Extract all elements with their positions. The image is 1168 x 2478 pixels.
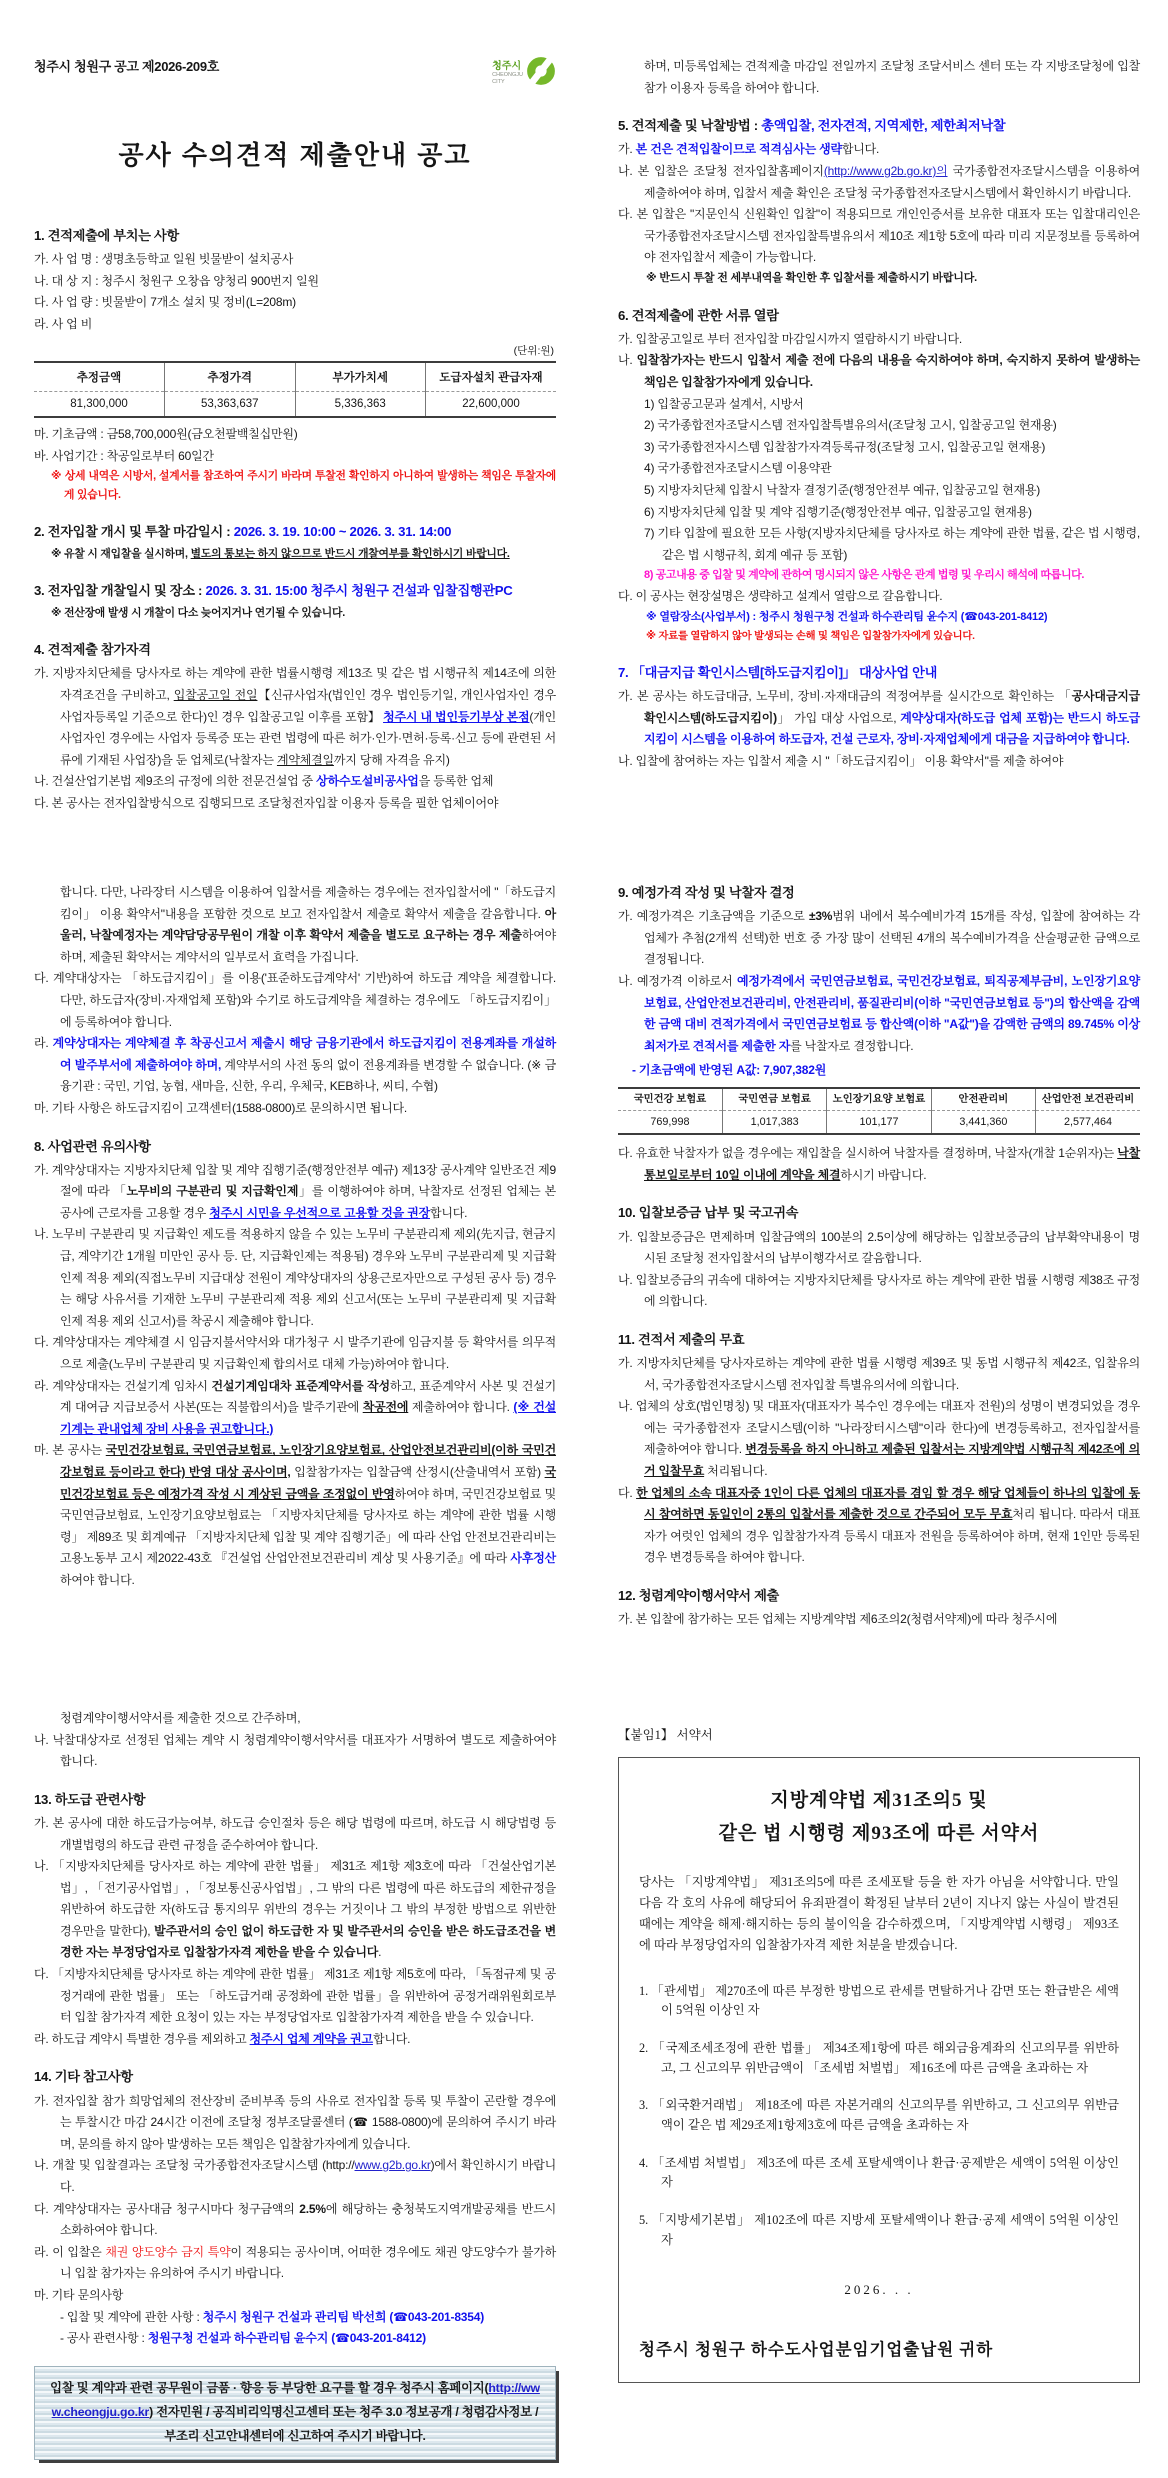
- list-item: 나. 업체의 상호(법인명칭) 및 대표자(대표자가 복수인 경우에는 대표자 전원)의 성명이 변경되었을 경우에는 국가종합전자 조달시스템(이하 "나라장터시스템"이라 한다)에 변경등록하고, 전자입찰서를 제출하여야 합니다. 변경등록을 하지 아니하고 제출된 입찰서는 지방계약법 시행규칙 제42조에 의거 입찰무효 처리됩니다.: [618, 1399, 1140, 1479]
- sub-list-item: 1) 입찰공고문과 설계서, 시방서: [644, 396, 804, 411]
- list-item: 가. 본 건은 견적입찰이므로 적격심사는 생략합니다.: [618, 142, 880, 157]
- section-8-title: 8. 사업관련 유의사항: [34, 1138, 151, 1154]
- table-cell: 769,998: [650, 1116, 690, 1129]
- list-item: 다. 한 업체의 소속 대표자중 1인이 다른 업체의 대표자를 겸임 할 경우 해당 업체들이 하나의 입찰에 동시 참여하면 동일인이 2통의 입찰서를 제출한 것으로 간주되어 모두 무효처리 됩니다. 따라서 대표자가 여럿인 업체의 경우 입찰참가자격 등록시 대표자 전원을 등록하여야 하며, 현재 1인만 등록된 경우 변경등록을 하여야 합니다.: [618, 1485, 1140, 1565]
- oath-date: 2026. . .: [844, 2282, 914, 2298]
- report-notice-box: [34, 2366, 556, 2460]
- g2b-link[interactable]: www.g2b.go.kr: [354, 2158, 431, 2173]
- table-header-cell: 도급자설치 관급자재: [426, 362, 557, 392]
- table-header-cell: 부가가치세: [295, 362, 426, 392]
- table-cell: 2,577,464: [1036, 1111, 1140, 1135]
- list-item: 나. 예정가격 이하로서 예정가격에서 국민연금보험료, 국민건강보험료, 퇴직공제부금비, 노인장기요양보험료, 산업안전보건관리비, 안전관리비, 품질관리비(이하 "국민연금보험료 등")의 합산액을 감액한 금액 대비 견적가격에서 국민연금보험료 등 합산액(이하 "A값")을 감액한 금액의 89.745% 이상 최저가로 견적서를 제출한 자를 낙찰자로 결정합니다.: [618, 973, 1140, 1053]
- page-5: [0, 1652, 584, 2478]
- section-14-title: 14. 기타 참고사항: [34, 2069, 133, 2085]
- oath-item: 5. 「지방세기본법」 제102조에 따른 지방세 포탈세액이나 환급·공제 세액이 5억원 이상인 자: [639, 2212, 1119, 2247]
- list-item: 다. 이 공사는 현장설명은 생략하고 설계서 열람으로 갈음합니다.: [618, 589, 943, 604]
- list-item: 가. 본 공사에 대한 하도급가능여부, 하도급 승인절차 등은 해당 법령에 따르며, 하도급 시 해당법령 등 개별법령의 하도급 관련 규정을 준수하여야 합니다.: [34, 1815, 556, 1852]
- table-cell: 101,177: [827, 1111, 931, 1135]
- section-4-title: 4. 견적제출 참가자격: [34, 642, 151, 658]
- page-3: [0, 826, 584, 1652]
- table-header-cell: 국민연금 보험료: [722, 1088, 826, 1111]
- section-13-title: 13. 하도급 관련사항: [34, 1791, 146, 1807]
- budget-table: [34, 361, 556, 418]
- viewing-warning-note: ※ 자료를 열람하지 않아 발생되는 손해 및 책임은 입찰참가자에게 있습니다.: [646, 630, 975, 642]
- list-item: 가. 지방자치단체를 당사자로하는 계약에 관한 법률 시행령 제39조 및 동법 시행규칙 제42조, 입찰유의서, 국가종합전자조달시스템 전자입찰 특별유의서에 의합니다.: [618, 1356, 1140, 1392]
- list-item: 다. 유효한 낙찰자가 없을 경우에는 재입찰을 실시하여 낙찰자를 결정하며, 낙찰자(개찰 1순위자)는 낙찰 통보일로부터 10일 이내에 계약을 체결하시기 바랍니다.: [618, 1146, 1140, 1182]
- table-cell: 5,336,363: [295, 392, 426, 418]
- page-1: [0, 0, 584, 826]
- list-item: 다. 본 공사는 전자입찰방식으로 집행되므로 조달청전자입찰 이용자 등록을 필한 업체이어야: [34, 795, 499, 810]
- list-item: 가. 입찰공고일로 부터 전자입찰 마감일시까지 열람하시기 바랍니다.: [618, 331, 963, 346]
- list-item: 다. 계약대상자는 「하도급지킴이」를 이용('표준하도급계약서' 기반)하여 하도급 계약을 체결합니다. 다만, 하도급자(장비·자재업체 포함)와 수기로 하도급계약을 체결하는 경우에도 「하도급지킴이」 에 등록하여야 합니다.: [34, 971, 556, 1029]
- section-12-title: 12. 청렴계약이행서약서 제출: [618, 1588, 779, 1603]
- table-header-cell: 추정금액: [34, 362, 165, 392]
- contact-line: - 공사 관련사항 : 청원구청 건설과 하수관리팀 윤수지 (☎043-201-8412): [60, 2331, 426, 2346]
- table-header-cell: 국민건강 보험료: [618, 1088, 722, 1111]
- sub-list-item: 8) 공고내용 중 입찰 및 계약에 관하여 명시되지 않은 사항은 관계 법령 및 우리시 해석에 따릅니다.: [644, 569, 1085, 582]
- table-header-row: [618, 1088, 1140, 1111]
- list-item: 라. 계약상대자는 계약체결 후 착공신고서 제출시 해당 금융기관에서 하도급지킴이 전용계좌를 개설하여 발주부서에 제출하여야 하며, 계약부서의 사전 동의 없이 전용계좌를 변경할 수 없습니다. (※ 금융기관 : 국민, 기업, 농협, 새마을, 신한, 우리, 우체국, KEB하나, 씨티, 수협): [34, 1036, 556, 1094]
- a-value-table: [618, 1087, 1140, 1135]
- unit-label: (단위:원): [513, 345, 554, 358]
- list-item: 나. 개찰 및 입찰결과는 조달청 국가종합전자조달시스템 (http://www.g2b.go.kr)에서 확인하시기 바랍니다.: [34, 2158, 556, 2194]
- section-10-title: 10. 입찰보증금 납부 및 국고귀속: [618, 1205, 799, 1221]
- list-item: 나. 대 상 지 : 청주시 청원구 오창읍 양청리 900번지 일원: [34, 273, 319, 288]
- page-6: [584, 1652, 1168, 2478]
- sub-list-item: 3) 국가종합전자시스템 입찰참가자격등록규정(조달청 고시, 입찰공고일 현재용): [644, 439, 1046, 454]
- cheongju-homepage-link[interactable]: http://www.cheongju.go.kr: [51, 2380, 540, 2419]
- warning-note: ※ 상세 내역은 시방서, 설계서를 참조하여 주시기 바라며 투찰전 확인하지 아니하여 발생하는 책임은 투찰자에게 있습니다.: [51, 470, 556, 502]
- sub-list-item: 2) 국가종합전자조달시스템 전자입찰특별유의서(조달청 고시, 입찰공고일 현재용): [644, 418, 1057, 433]
- list-item: 가. 계약상대자는 지방자치단체 입찰 및 계약 집행기준(행정안전부 예규) 제13장 공사계약 일반조건 제9절에 따라 「노무비의 구분관리 및 지급확인제」를 이행하여야 하며, 낙찰자로 선정된 업체는 본 공사에 근로자를 고용할 경우 청주시 시민을 우선적으로 고용할 것을 권장합니다.: [34, 1162, 556, 1220]
- sub-list-item: 5) 지방자치단체 입찰시 낙찰자 결정기준(행정안전부 예규, 입찰공고일 현재용): [644, 482, 1041, 497]
- g2b-link[interactable]: (http://www.g2b.go.kr)의: [823, 163, 948, 178]
- list-item: 라. 사 업 비: [34, 316, 93, 331]
- oath-item: 2. 「국제조세조정에 관한 법률」 제34조제1항에 따른 해외금융계좌의 신고의무를 위반하고, 그 신고의무 위반금액이 「조세범 처벌법」 제16조에 따른 금액을 초과하는 자: [639, 2040, 1119, 2075]
- logo-text-kr: 청주시: [492, 61, 522, 73]
- section-11-title: 11. 견적서 제출의 무효: [618, 1331, 745, 1347]
- section-3-note: ※ 전산장애 발생 시 개찰이 다소 늦어지거나 연기될 수 있습니다.: [51, 607, 346, 620]
- list-item: 나. 낙찰대상자로 선정된 업체는 계약 시 청렴계약이행서약서를 대표자가 서명하여 별도로 제출하여야 합니다.: [34, 1732, 556, 1769]
- list-item: 가. 사 업 명 : 생명초등학교 일원 빗물받이 설치공사: [34, 251, 294, 266]
- page-2: [584, 0, 1168, 826]
- viewing-location-note: ※ 열람장소(사업부서) : 청주시 청원구청 건설과 하수관리팀 윤수지 (☎043-201-8412): [646, 610, 1048, 623]
- sub-list-item: 4) 국가종합전자조달시스템 이용약관: [644, 461, 832, 476]
- oath-title: 지방계약법 제31조의5 및 같은 법 시행령 제93조에 따른 서약서: [718, 1789, 1040, 1844]
- notice-number: 청주시 청원구 공고 제2026-209호: [34, 59, 220, 74]
- list-item: 마. 기타 사항은 하도급지킴이 고객센터(1588-0800)로 문의하시면 됩니다.: [34, 1100, 408, 1115]
- table-cell: 22,600,000: [426, 392, 557, 418]
- list-item: 가. 입찰보증금은 면제하며 입찰금액의 100분의 2.5이상에 해당하는 입찰보증금의 납부확약내용이 명시된 조달청 전자입찰서의 납부이행각서로 갈음합니다.: [618, 1229, 1140, 1266]
- table-cell: 1,017,383: [722, 1111, 826, 1135]
- section-9-title: 9. 예정가격 작성 및 낙찰자 결정: [618, 885, 795, 900]
- table-value-row: [34, 392, 556, 418]
- contact-line: - 입찰 및 계약에 관한 사항 : 청주시 청원구 건설과 관리팀 박선희 (☎043-201-8354): [60, 2309, 485, 2324]
- report-notice-text: 입찰 및 계약과 관련 공무원이 금품 · 향응 등 부당한 요구를 할 경우 청주시 홈페이지(http://www.cheongju.go.kr) 전자민원 / 공직비리익명신고센터 또는 청주 3.0 정보공개 / 청렴감사정보 / 부조리 신고안내센터에 신고하여 주시기 바랍니다.: [50, 2380, 540, 2443]
- a-value-line: - 기초금액에 반영된 A값: 7,907,382원: [632, 1063, 827, 1078]
- oath-item: 3. 「외국환거래법」 제18조에 따른 자본거래의 신고의무를 위반하고, 그 신고의무 위반금액이 같은 법 제29조제1항제3호에 따른 금액을 초과하는 자: [639, 2098, 1119, 2132]
- section-5-title: 5. 견적제출 및 낙찰방법 : 총액입찰, 전자견적, 지역제한, 제한최저낙찰: [618, 118, 1006, 134]
- table-cell: 81,300,000: [70, 398, 128, 411]
- list-item: 가. 예정가격은 기초금액을 기준으로 ±3%범위 내에서 복수예비가격 15개를 작성, 입찰에 참여하는 각 업체가 추첨(2개씩 선택)한 번호 중 가장 많이 선택된 4개의 복수예비가격을 산술평균한 금액으로 결정됩니다.: [618, 909, 1140, 967]
- list-item: 마. 기초금액 : 금58,700,000원(금오천팔백칠십만원): [34, 427, 298, 442]
- list-item: 마. 기타 문의사항: [34, 2287, 124, 2302]
- list-item: 나. 건설산업기본법 제9조의 규정에 의한 전문건설업 중 상하수도설비공사업을 등록한 업체: [34, 774, 494, 789]
- oath-item: 1. 「관세법」 제270조에 따른 부정한 방법으로 관세를 면탈하거나 감면 또는 환급받은 세액이 5억원 이상인 자: [639, 1983, 1119, 2018]
- sub-list-item: 6) 지방자치단체 입찰 및 계약 집행기준(행정안전부 예규, 입찰공고일 현재용): [644, 504, 1032, 519]
- list-item: 다. 본 입찰은 "지문인식 신원확인 입찰"이 적용되므로 개인인증서를 보유한 대표자 또는 입찰대리인은 국가종합전자조달시스템 전자입찰특별유의서 제10조 제1항 5호에 따라 미리 지문정보를 등록하여야 전자입찰서 제출이 가능합니다.: [618, 207, 1140, 265]
- list-item: 가. 본 공사는 하도급대금, 노무비, 장비·자재대금의 적정여부를 실시간으로 확인하는 「공사대금지급 확인시스템(하도급지킴이)」 가입 대상 사업으로, 계약상대자(하도급 업체 포함)는 반드시 하도급지킴이 시스템을 이용하여 하도급자, 건설 근로자, 장비·자재업체에게 대금을 지급하여야 합니다.: [618, 689, 1141, 747]
- attachment-label: 【붙임1】 서약서: [618, 1728, 713, 1742]
- list-item: 가. 지방자치단체를 당사자로 하는 계약에 관한 법률시행령 제13조 및 같은 법 시행규칙 제14조에 의한 자격조건을 구비하고, 입찰공고일 전일【신규사업자(법인인 경우 법인등기일, 개인사업자인 경우 사업자등록일 기준으로 한다)인 경우 입찰공고일 이후를 포함】 청주시 내 법인등기부상 본점(개인사업자인 경우에는 사업자 등록증 또는 관련 법령에 따른 허가·인가·면허·등록·신고 등에 관련된 서류에 기재된 사업장)을 둔 업체로(낙찰자는 계약체결일까지 당해 자격을 유지): [34, 666, 557, 767]
- list-item: 나. 본 입찰은 조달청 전자입찰홈페이지(http://www.g2b.go.kr)의 국가종합전자조달시스템을 이용하여 제출하여야 하며, 입찰서 제출 확인은 조달청 국가종합전자조달시스템에서 확인하시기 바랍니다.: [618, 163, 1140, 200]
- table-value-row: [618, 1111, 1140, 1135]
- list-item: 다. 계약상대자는 계약체결 시 임금지불서약서와 대가청구 시 발주기관에 임금지불 등 확약서를 의무적으로 제출(노무비 구분관리 및 지급확인제 합의서로 대체 가능)하여야 합니다.: [34, 1335, 556, 1371]
- list-item: 나. 「지방자치단체를 당사자로 하는 계약에 관한 법률」 제31조 제1항 제3호에 따라 「건설산업기본법」, 「전기공사업법」, 「정보통신공사업법」, 그 밖의 다른 법령에 따른 하도급의 제한규정을 위반하여 하도급한 자(하도급 통지의무 위반의 경우는 거짓이나 그 밖의 부정한 방법으로 위반한 경우만을 말한다), 발주관서의 승인 없이 하도급한 자 및 발주관서의 승인을 받은 하도급조건을 변경한 자는 부정당업자로 입찰참가자격 제한을 받을 수 있습니다.: [34, 1859, 556, 1960]
- cheongju-logo-icon: [526, 56, 556, 91]
- list-item: 마. 본 공사는 국민건강보험료, 국민연금보험료, 노인장기요양보험료, 산업안전보건관리비(이하 국민건강보험료 등이라고 한다) 반영 대상 공사이며, 입찰참가자는 입찰금액 산정시(산출내역서 포함) 국민건강보험료 등은 예정가격 작성 시 계상된 금액을 조정없이 반영하여야 하며, 국민건강보험료 및 국민연금보험료, 노인장기요양보험료는 「지방자치단체를 당사자로 하는 계약에 관한 법률 시행령」 제89조 및 회계예규 「지방자치단체 입찰 및 계약 집행기준」에 따라 산업 안전보건관리비는 고용노동부 고시 제2022-43호 『건설업 산업안전보건관리비 계상 및 사용기준』에 따라 사후정산하여야 합니다.: [34, 1443, 556, 1587]
- page-4: [584, 826, 1168, 1652]
- logo-text-en: CHEONGJU CITY: [492, 72, 523, 85]
- list-item: 바. 사업기간 : 착공일로부터 60일간: [34, 448, 214, 463]
- table-header-cell: 추정가격: [165, 362, 296, 392]
- table-cell: 3,441,360: [931, 1111, 1035, 1135]
- list-item: 라. 하도급 계약시 특별한 경우를 제외하고 청주시 업체 계약을 권고합니다.: [34, 2031, 411, 2046]
- list-item: 나. 입찰에 참여하는 자는 입찰서 제출 시 "「하도급지킴이」 이용 확약서"를 제출 하여야: [618, 753, 1064, 768]
- list-item: 가. 전자입찰 참가 희망업체의 전산장비 준비부족 등의 사유로 전자입찰 등록 및 투찰이 곤란할 경우에는 투찰시간 마감 24시간 이전에 조달청 정부조달콜센터 (☎ 1588-0800)에 문의하여 주시기 바라며, 문의를 하지 않아 발생하는 모든 책임은 입찰참가자에게 있습니다.: [34, 2093, 556, 2151]
- oath-item: 4. 「조세범 처벌법」 제3조에 따른 조세 포탈세액이나 환급·공제받은 세액이 5억원 이상인 자: [639, 2155, 1119, 2190]
- list-item: 다. 사 업 량 : 빗물받이 7개소 설치 및 정비(L=208m): [34, 295, 296, 310]
- oath-box: [618, 1757, 1140, 2384]
- list-item: 다. 계약상대자는 공사대금 청구시마다 청구금액의 2.5%에 해당하는 충청북도지역개발공채를 반드시 소화하여야 합니다.: [34, 2201, 556, 2238]
- section-2-title: 2. 전자입찰 개시 및 투찰 마감일시 : 2026. 3. 19. 10:00 ~ 2026. 3. 31. 14:00: [34, 524, 452, 540]
- table-header-cell: 산업안전 보건관리비: [1036, 1088, 1140, 1111]
- continued-paragraph: 하며, 미등록업체는 견적제출 마감일 전일까지 조달청 조달서비스 센터 또는 각 지방조달청에 입찰참가 이용자 등록을 하여야 합니다.: [644, 59, 1140, 95]
- table-header-cell: 노인장기요양 보험료: [827, 1088, 931, 1111]
- list-item: 나. 입찰참가자는 반드시 입찰서 제출 전에 다음의 내용을 숙지하여야 하며, 숙지하지 못하여 발생하는 책임은 입찰참가자에게 있습니다.: [618, 353, 1140, 389]
- continued-paragraph: 합니다. 다만, 나라장터 시스템을 이용하여 입찰서를 제출하는 경우에는 전자입찰서에 "「하도급지킴이」 이용 확약서"내용을 포함한 것으로 보고 전자입찰서 제출로 확약서 제출을 갈음합니다. 아울러, 낙찰예정자는 계약담당공무원이 개찰 이후 확약서 제출을 별도로 요구하는 경우 제출하여야 하며, 제출된 확약서는 계약서의 일부로서 효력을 가집니다.: [60, 885, 556, 964]
- section-5-note: ※ 반드시 투찰 전 세부내역을 확인한 후 입찰서를 제출하시기 바랍니다.: [646, 271, 977, 284]
- section-3-title: 3. 전자입찰 개찰일시 및 장소 : 2026. 3. 31. 15:00 청주시 청원구 건설과 입찰집행관PC: [34, 583, 513, 599]
- sub-list-item: 7) 기타 입찰에 필요한 모든 사항(지방자치단체를 당사자로 하는 계약에 관한 법률, 같은 법 시행령, 같은 법 시행규칙, 회계 예규 등 포함): [644, 526, 1140, 562]
- section-1-title: 1. 견적제출에 부치는 사항: [34, 227, 179, 243]
- section-2-note: ※ 유찰 시 재입찰을 실시하며, 별도의 통보는 하지 않으므로 반드시 개찰여부를 확인하시기 바랍니다.: [51, 548, 510, 561]
- page1-header: [34, 56, 556, 91]
- list-item: 나. 입찰보증금의 귀속에 대하여는 지방자치단체를 당사자로 하는 계약에 관한 법률 시행령 제38조 규정에 의합니다.: [618, 1272, 1140, 1309]
- oath-recipient: 청주시 청원구 하수도사업분임기업출납원 귀하: [639, 2340, 994, 2360]
- list-item: 다. 「지방자치단체를 당사자로 하는 계약에 관한 법률」 제31조 제1항 제5호에 따라, 「독점규제 및 공정거래에 관한 법률」 또는 「하도급거래 공정화에 관한 법률」을 위반하여 공정거래위원회로부터 입찰 참가자격 제한 요청이 있는 자는 부정당업자로 입찰참가자격 제한을 받을 수 있습니다.: [34, 1967, 556, 2025]
- table-header-row: [34, 362, 556, 392]
- section-7-title: 7. 「대금지급 확인시스템[하도급지킴이]」 대상사업 안내: [618, 665, 938, 681]
- section-6-title: 6. 견적제출에 관한 서류 열람: [618, 307, 779, 323]
- list-item: 나. 노무비 구분관리 및 지급확인 제도를 적용하지 않을 수 있는 노무비 구분관리제 제외(先지급, 현금지급, 계약기간 1개월 미만인 공사 등. 단, 지급확인제는 적용됨) 경우와 노무비 구분관리제 및 지급확인제 적용 제외(직접노무비 지급대상 전원이 계약상대자의 상용근로자만으로 구성된 공사 등) 경우는 해당 사유서를 기재한 노무비 구분관리제 적용 제외 신고서(또는 노무비 구분관리제 및 지급확인제 적용 제외 신고서)를 착공시 제출해야 합니다.: [34, 1227, 556, 1328]
- table-header-cell: 안전관리비: [931, 1088, 1035, 1111]
- table-cell: 53,363,637: [165, 392, 296, 418]
- oath-body: 당사는 「지방계약법」 제31조의5에 따른 조세포탈 등을 한 자가 아님을 서약합니다. 만일 다음 각 호의 사유에 해당되어 유죄판결이 확정된 날부터 2년이 지나지 않는 사실이 발견된 때에는 계약을 해제·해지하는 등의 불이익을 감수하겠으며, 「지방계약법 시행령」 제93조에 따라 부정당업자의 입찰참가자격 제한 처분을 받겠습니다.: [639, 1875, 1119, 1952]
- continued-paragraph: 청렴계약이행서약서를 제출한 것으로 간주하며,: [60, 1711, 301, 1725]
- page-title: 공사 수의견적 제출안내 공고: [118, 140, 472, 170]
- cheongju-city-logo: [492, 56, 556, 91]
- list-item: 라. 이 입찰은 채권 양도양수 금지 특약이 적용되는 공사이며, 어떠한 경우에도 채권 양도양수가 불가하니 입찰 참가자는 유의하여 주시기 바랍니다.: [34, 2244, 556, 2281]
- list-item: 라. 계약상대자는 건설기계 임차시 건설기계임대차 표준계약서를 작성하고, 표준계약서 사본 및 건설기계 대여금 지급보증서 사본(또는 직불합의서)을 발주기관에 착공전에 제출하여야 합니다. (※ 건설기계는 관내업체 장비 사용을 권고합니다.): [34, 1378, 556, 1436]
- list-item: 가. 본 입찰에 참가하는 모든 업체는 지방계약법 제6조의2(청렴서약제)에 따라 청주시에: [618, 1612, 1058, 1627]
